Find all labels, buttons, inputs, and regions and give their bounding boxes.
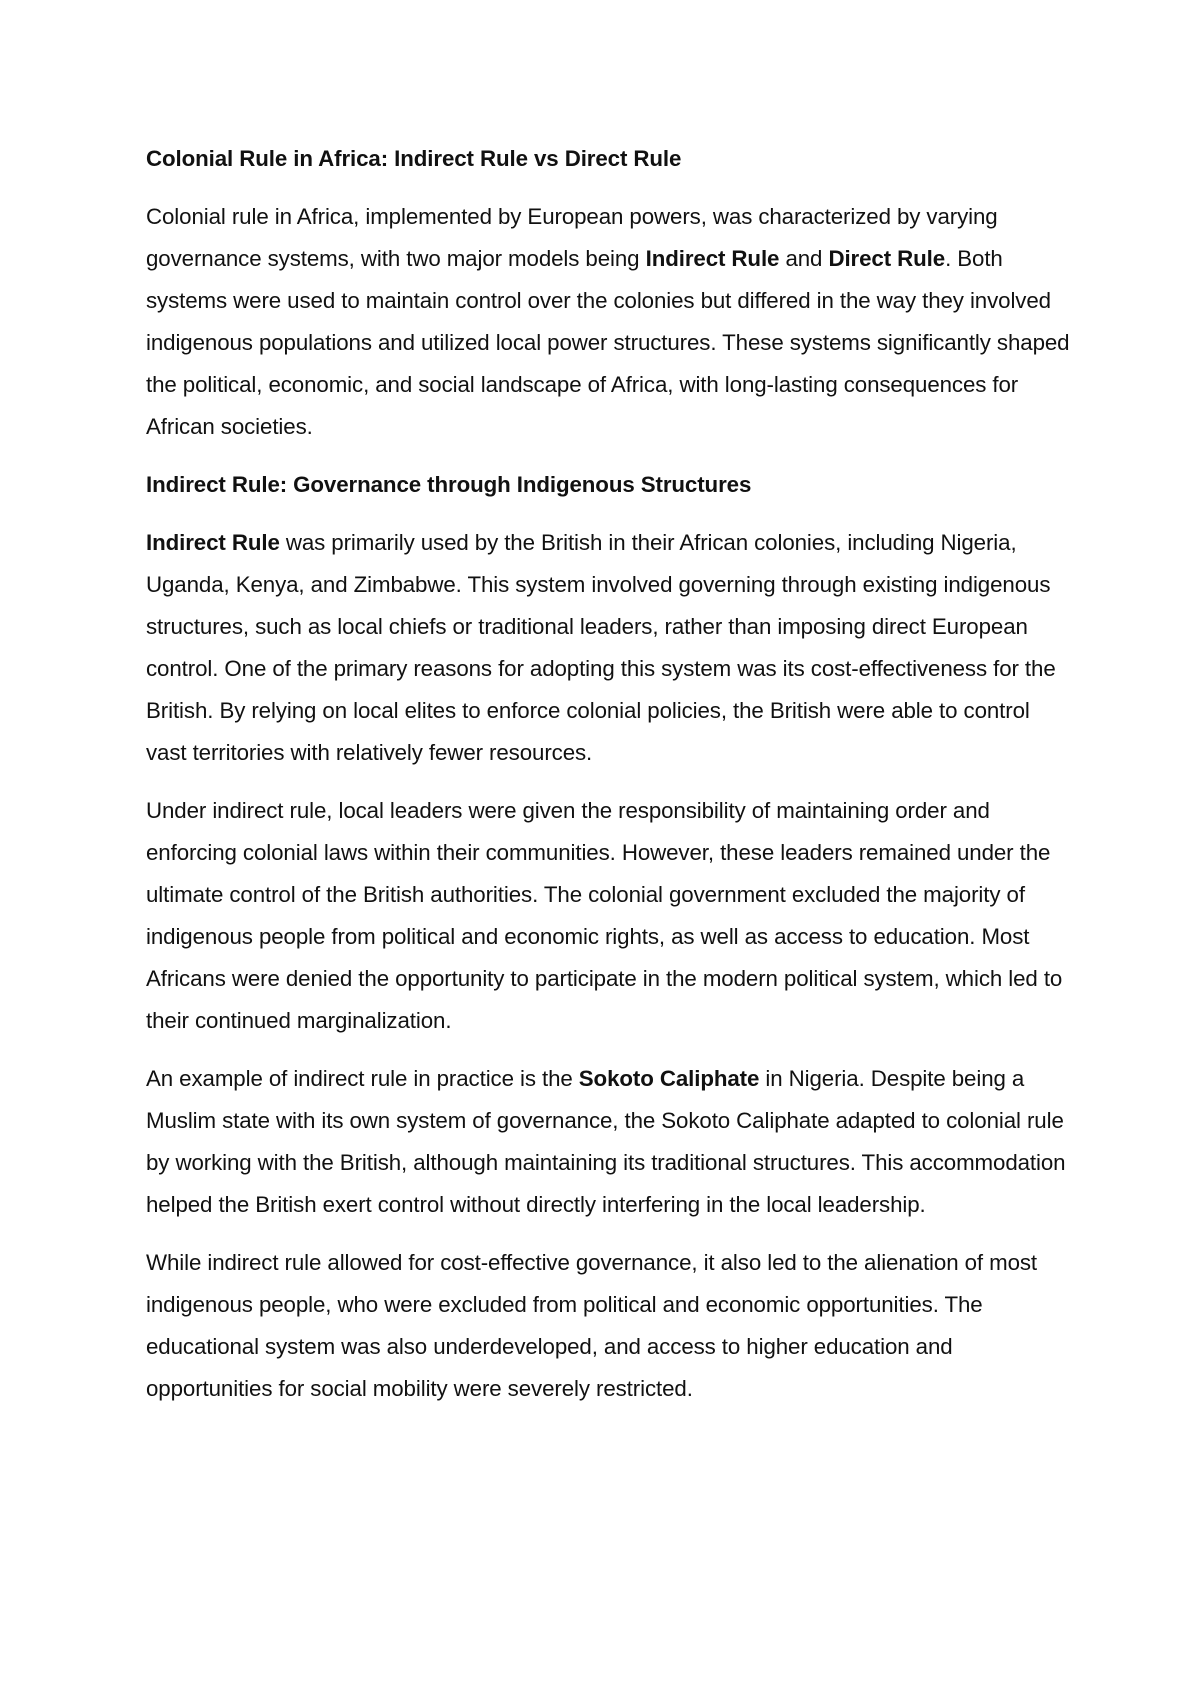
intro-paragraph [146,196,1076,448]
intro-text-3: . Both systems were used to maintain control over the colonies but differed in the way they involved indigenous populations and utilized local power structures. These systems significantly shaped the political, economic, and social landscape of Africa, with long-lasting consequences for African societies. [146,246,1070,439]
p3-text-1: An example of indirect rule in practice is the [146,1066,579,1091]
document-title: Colonial Rule in Africa: Indirect Rule vs Direct Rule [146,146,682,171]
p3-text-2: in Nigeria. Despite being a Muslim state with its own system of governance, the Sokoto Caliphate adapted to colonial rule by working with the British, although maintaining its traditional structures. This accommodation helped the British exert control without directly interfering in the local leadership. [146,1066,1066,1217]
paragraph-alienation: While indirect rule allowed for cost-effective governance, it also led to the alienation of most indigenous people, who were excluded from political and economic opportunities. The educational system was also underdeveloped, and access to higher education and opportunities for social mobility were severely restricted. [146,1250,1038,1401]
intro-bold-direct-rule: Direct Rule [828,246,946,271]
intro-text-2: and [779,246,829,271]
intro-text-1: Colonial rule in Africa, implemented by European powers, was characterized by varying governance systems, with two major models being [146,204,998,271]
paragraph-local-leaders: Under indirect rule, local leaders were given the responsibility of maintaining order and enforcing colonial laws within their communities. However, these leaders remained under the ultimate control of the British authorities. The colonial government excluded the majority of indigenous people from political and economic rights, as well as access to education. Most Africans were denied the opportunity to participate in the modern political system, which led to their continued marginalization. [146,798,1063,1033]
paragraph-indirect-rule [146,522,1076,774]
section-heading-indirect-rule: Indirect Rule: Governance through Indigenous Structures [146,472,752,497]
p1-text: was primarily used by the British in their African colonies, including Nigeria, Uganda, Kenya, and Zimbabwe. This system involved governing through existing indigenous structures, such as local chiefs or traditional leaders, rather than imposing direct European control. One of the primary reasons for adopting this system was its cost-effectiveness for the British. By relying on local elites to enforce colonial policies, the British were able to control vast territories with relatively fewer resources. [146,530,1056,765]
p1-bold-indirect-rule: Indirect Rule [146,530,280,555]
document-page [146,138,1076,1426]
paragraph-sokoto-example [146,1058,1076,1226]
intro-bold-indirect-rule: Indirect Rule [645,246,780,271]
p3-bold-sokoto-caliphate: Sokoto Caliphate [578,1066,760,1091]
